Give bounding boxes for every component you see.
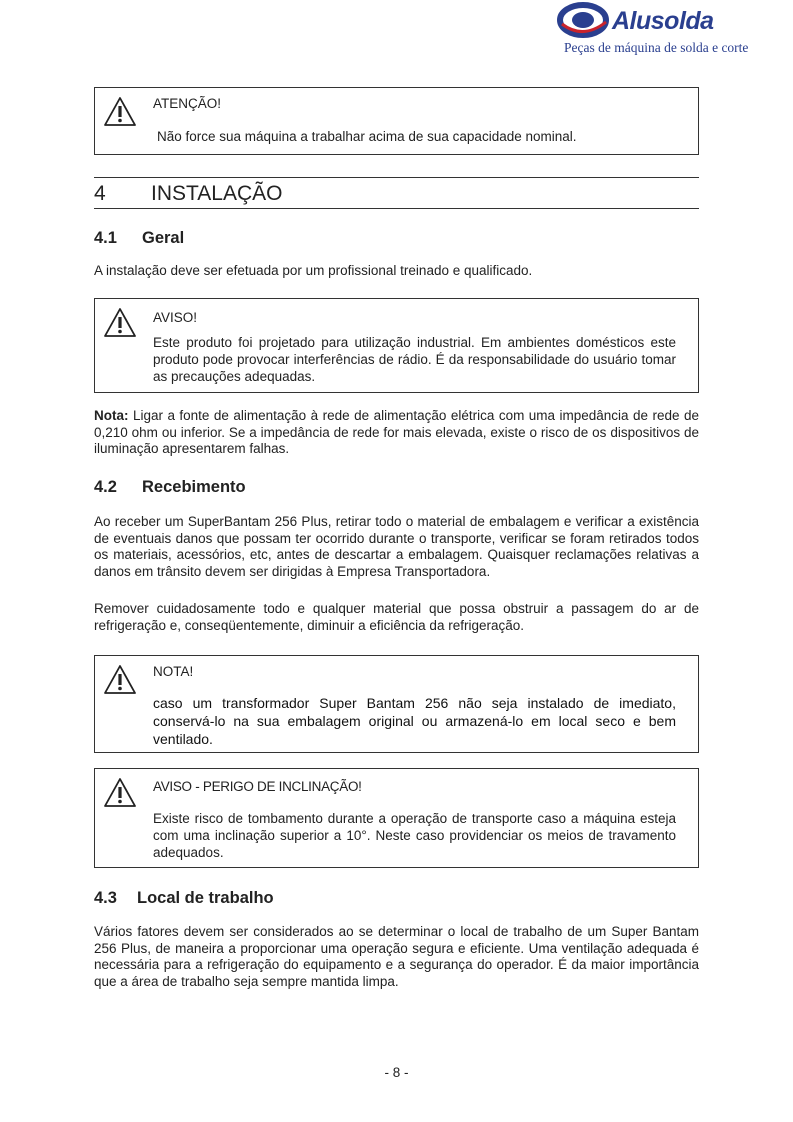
nota-paragraph — [94, 408, 699, 458]
aviso-title: AVISO! — [153, 310, 198, 325]
warning-triangle-icon — [103, 777, 137, 808]
aviso-body: Este produto foi projetado para utilização industrial. Em ambientes domésticos este produto pode provocar interferências de rádio. É da responsabilidade do usuário tomar as precauções adequadas. — [153, 335, 676, 384]
attention-box — [94, 87, 699, 155]
brand-name: Alusolda — [612, 7, 714, 35]
attention-body: Não force sua máquina a trabalhar acima de sua capacidade nominal. — [157, 129, 577, 144]
attention-title: ATENÇÃO! — [153, 96, 222, 111]
page-number: - 8 - — [384, 1065, 409, 1080]
nota-box — [94, 655, 699, 753]
section-title: Geral — [142, 229, 185, 247]
warning-triangle-icon — [103, 96, 137, 127]
section-number: 4.3 — [94, 889, 117, 907]
tilt-warning-body: Existe risco de tombamento durante a operação de transporte caso a máquina esteja com uma inclinação superior a 10°. Neste caso providenciar os meios de travamento adequados. — [153, 811, 676, 860]
chapter-title: INSTALAÇÃO — [151, 182, 283, 205]
tilt-warning-title: AVISO - PERIGO DE INCLINAÇÃO! — [153, 779, 362, 794]
local-paragraph: Vários fatores devem ser considerados ao se determinar o local de trabalho de um Super Bantam 256 Plus, de maneira a proporcionar uma operação segura e eficiente. Uma ventilação adequada é necessária para a refrigeração do equipamento e a segurança do operador. É da maior importância que a área de trabalho seja sempre mantida limpa. — [94, 924, 699, 989]
warning-triangle-icon — [103, 307, 137, 338]
recebimento-para-1: Ao receber um SuperBantam 256 Plus, retirar todo o material de embalagem e verificar a existência de eventuais danos que possam ter ocorrido durante o transporte, verificar se foram retirados todos os materiais, acessórios, etc, antes de descartar a embalagem. Quaisquer reclamações relativas a danos em trânsito devem ser dirigidas à Empresa Transportadora. — [94, 514, 699, 579]
recebimento-para-2: Remover cuidadosamente todo e qualquer material que possa obstruir a passagem do ar de refrigeração e, conseqüentemente, diminuir a eficiência da refrigeração. — [94, 601, 699, 633]
section-heading-geral — [94, 229, 184, 248]
alusolda-swoosh-icon — [556, 0, 616, 44]
brand-logo — [556, 0, 749, 62]
section-heading-local — [94, 889, 274, 908]
chapter-number: 4 — [94, 182, 106, 205]
section-heading-recebimento — [94, 478, 246, 497]
brand-tagline: Peças de máquina de solda e corte — [564, 40, 749, 55]
nota-box-body: caso um transformador Super Bantam 256 não seja instalado de imediato, conservá-lo na sua embalagem original ou armazená-lo em local seco e bem ventilado. — [153, 695, 676, 747]
section-number: 4.2 — [94, 478, 117, 496]
tilt-warning-box — [94, 768, 699, 868]
warning-triangle-icon — [103, 664, 137, 695]
geral-intro: A instalação deve ser efetuada por um profissional treinado e qualificado. — [94, 263, 533, 278]
section-number: 4.1 — [94, 229, 117, 247]
chapter-bottom-rule — [94, 208, 699, 209]
nota-label: Nota: — [94, 408, 129, 423]
section-title: Local de trabalho — [137, 889, 274, 907]
chapter-top-rule — [94, 177, 699, 178]
nota-text: Ligar a fonte de alimentação à rede de alimentação elétrica com uma impedância de rede de 0,210 ohm ou inferior. Se a impedância de rede for mais elevada, existe o risco de os dispositivos de iluminação apresentarem falhas. — [94, 408, 699, 456]
section-title: Recebimento — [142, 478, 246, 496]
nota-box-title: NOTA! — [153, 664, 194, 679]
aviso-box — [94, 298, 699, 393]
